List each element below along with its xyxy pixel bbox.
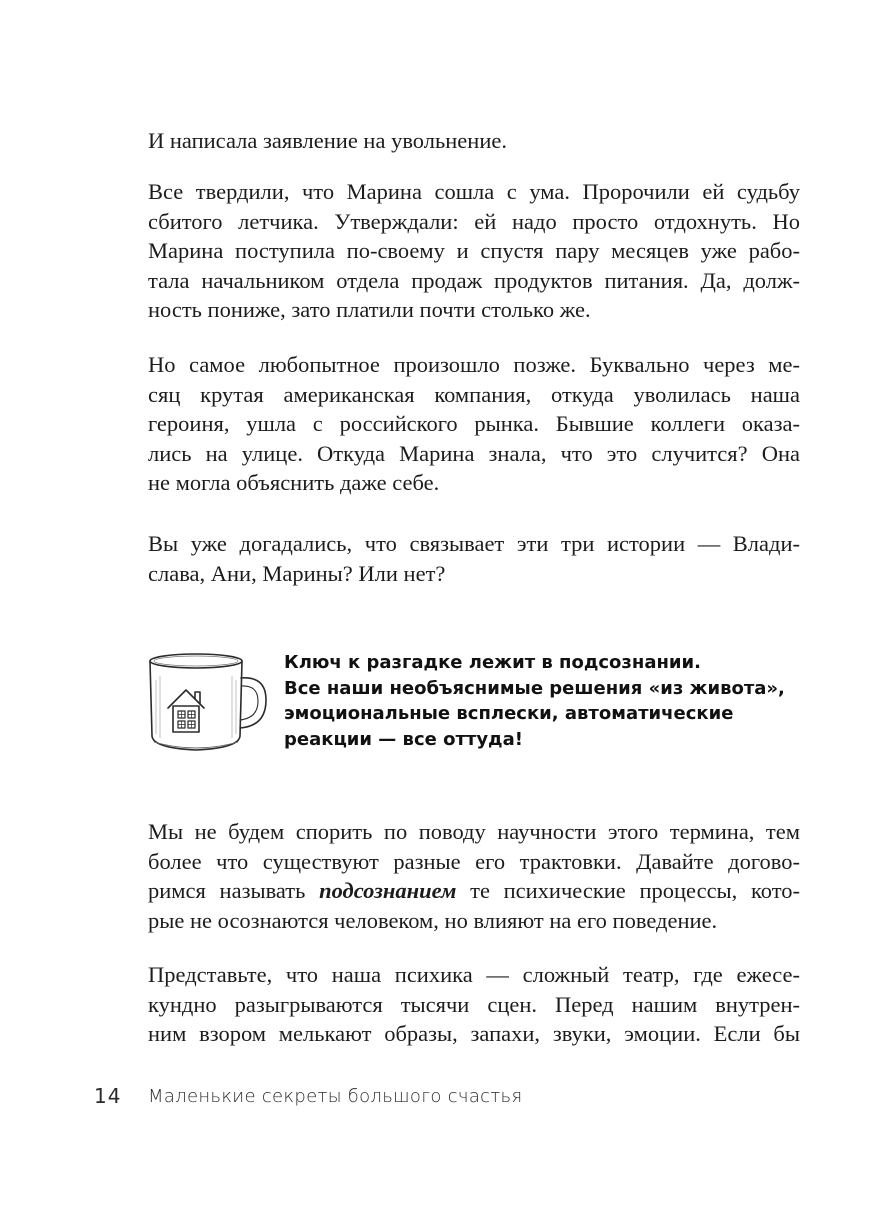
text-line: Вы уже догадались, что связывает эти три истории — Влади-	[148, 531, 800, 556]
callout-line: эмоциональные всплески, автоматические	[284, 703, 734, 724]
callout-line: реакции — все оттуда!	[284, 728, 523, 750]
paragraph-1	[148, 126, 800, 156]
paragraph-2	[148, 177, 800, 325]
text-line: ним взором мелькают образы, запахи, звуки, эмоции. Если бы	[148, 1021, 800, 1046]
page-number: 14	[94, 1084, 122, 1108]
text-run: те психические процессы, кото-	[456, 878, 800, 903]
text-run: римся называть	[148, 878, 320, 903]
emphasized-term: подсознанием	[319, 878, 457, 903]
text-line: слава, Ани, Марины? Или нет?	[148, 560, 446, 586]
callout-line: Все наши необъяснимые решения «из живота»,	[284, 677, 785, 699]
text-line: Но самое любопытное произошло позже. Буквально через ме-	[148, 352, 800, 377]
mug-with-house-icon	[148, 650, 272, 754]
callout-line: Ключ к разгадке лежит в подсознании.	[284, 652, 701, 673]
text-line: Мы не будем спорить по поводу научности этого термина, тем	[148, 819, 800, 844]
text-line: кундно разыгрываются тысячи сцен. Перед нашим внутрен-	[148, 991, 800, 1017]
text-line-with-emphasis	[148, 876, 800, 906]
text-line: тала начальником отдела продаж продуктов питания. Да, долж-	[148, 267, 800, 293]
text-line: Марина поступила по-своему и спустя пару месяцев уже рабо-	[148, 238, 800, 263]
text-line: не могла объяснить даже себе.	[148, 470, 440, 495]
running-title: Маленькие секреты большого счастья	[148, 1086, 523, 1107]
callout-box	[148, 650, 800, 760]
paragraph-4	[148, 529, 800, 588]
text-line: ность пониже, зато платили почти столько же.	[148, 297, 591, 322]
paragraph-6	[148, 960, 800, 1049]
paragraph-5	[148, 817, 800, 935]
text-line: Представьте, что наша психика — сложный театр, где ежесе-	[148, 962, 800, 987]
text-line: сбитого летчика. Утверждали: ей надо просто отдохнуть. Но	[148, 208, 800, 234]
text-line: сяц крутая американская компания, откуда уволилась наша	[148, 381, 800, 407]
text-line: героиня, ушла с российского рынка. Бывшие коллеги оказа-	[148, 411, 800, 436]
callout-text	[284, 650, 804, 752]
text-line: Все твердили, что Марина сошла с ума. Пророчили ей судьбу	[148, 179, 800, 204]
paragraph-3	[148, 350, 800, 498]
text-line: лись на улице. Откуда Марина знала, что это случится? Она	[148, 440, 800, 466]
text-line: более что существуют разные его трактовки. Давайте догово-	[148, 848, 800, 874]
text-line: И написала заявление на увольнение.	[148, 128, 507, 153]
text-line: рые не осознаются человеком, но влияют на его поведение.	[148, 907, 718, 933]
